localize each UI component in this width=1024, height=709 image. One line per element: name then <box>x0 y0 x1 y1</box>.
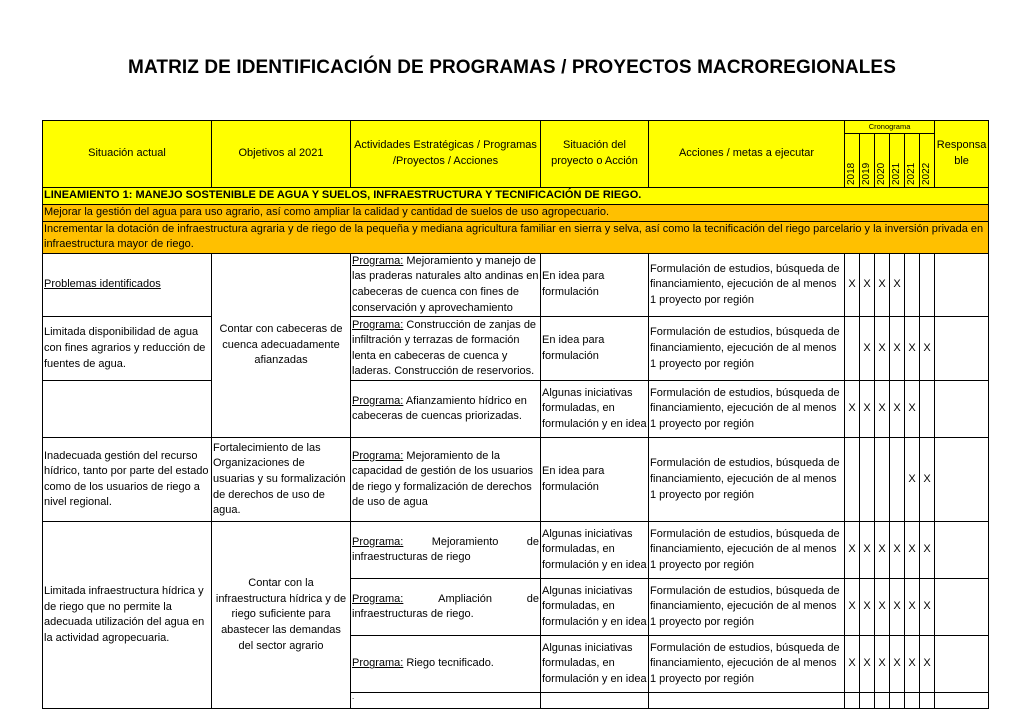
table-row <box>43 438 989 522</box>
objetivo-cell: Fortalecimiento de las Organizaciones de usuarias y su formalización de derechos de uso de agua. <box>212 438 351 522</box>
objetivo-text: Mejorar la gestión del agua para uso agrario, así como ampliar la calidad y cantidad de suelos de uso agropecuario. <box>43 205 989 222</box>
schedule-mark: X <box>905 579 920 636</box>
situacion-cell <box>43 381 212 438</box>
schedule-mark: X <box>875 317 890 381</box>
schedule-mark: X <box>860 381 875 438</box>
schedule-mark: X <box>875 636 890 693</box>
estado-cell: En idea para formulación <box>541 317 649 381</box>
schedule-mark <box>860 438 875 522</box>
header-cronograma: Cronograma <box>845 121 935 134</box>
schedule-mark: X <box>860 317 875 381</box>
schedule-mark: X <box>890 253 905 316</box>
year-label: 2020 <box>876 162 887 185</box>
programa-label: Programa: <box>352 657 404 670</box>
schedule-mark: X <box>845 253 860 316</box>
responsable-cell <box>935 381 989 438</box>
programa-text: infraestructuras de riego <box>352 551 471 564</box>
acciones-cell: Formulación de estudios, búsqueda de financiamiento, ejecución de al menos 1 proyecto por región <box>649 579 845 636</box>
programa-text: Afianzamiento hídrico en cabeceras de cuencas priorizadas. <box>352 394 527 423</box>
schedule-mark: X <box>860 253 875 316</box>
year-label: 2021 <box>891 162 902 185</box>
objetivo-row <box>43 205 989 222</box>
programa-text: Mejoramiento de la capacidad de gestión de los usuarios de riego y formalización de derechos de uso de agua <box>352 449 534 509</box>
schedule-mark <box>905 253 920 316</box>
schedule-mark: X <box>890 381 905 438</box>
schedule-mark: X <box>920 317 935 381</box>
schedule-mark: X <box>905 636 920 693</box>
lineamiento-text: LINEAMIENTO 1: MANEJO SOSTENIBLE DE AGUA Y SUELOS, INFRAESTRUCTURA Y TECNIFICACIÓN DE RIEGO. <box>43 188 989 205</box>
situacion-cell: Limitada disponibilidad de agua con fines agrarios y reducción de fuentes de agua. <box>43 317 212 381</box>
year-cell <box>890 134 905 188</box>
year-label: 2022 <box>921 162 933 185</box>
page-title: MATRIZ DE IDENTIFICACIÓN DE PROGRAMAS / PROYECTOS MACROREGIONALES <box>128 57 896 78</box>
programa-cell <box>351 317 541 381</box>
schedule-mark: X <box>890 636 905 693</box>
year-cell <box>845 134 860 188</box>
lineamiento-row <box>43 188 989 205</box>
programa-label: Programa: <box>352 535 404 548</box>
acciones-cell: Formulación de estudios, búsqueda de financiamiento, ejecución de al menos 1 proyecto por región <box>649 317 845 381</box>
schedule-mark: X <box>920 579 935 636</box>
programa-text: Mejoramiento <box>431 535 499 548</box>
schedule-mark: X <box>875 381 890 438</box>
schedule-mark: X <box>890 317 905 381</box>
header-actividades: Actividades Estratégicas / Programas /Proyectos / Acciones <box>351 121 541 188</box>
situacion-cell: Problemas identificados <box>43 253 212 316</box>
header-row-top <box>43 121 989 134</box>
situacion-cell: Limitada infraestructura hídrica y de riego que no permite la adecuada utilización del agua en la actividad agropecuaria. <box>43 522 212 709</box>
schedule-mark: X <box>905 317 920 381</box>
estado-cell: Algunas iniciativas formuladas, en formulación y en idea <box>541 636 649 693</box>
responsable-cell <box>935 636 989 693</box>
schedule-mark: X <box>920 636 935 693</box>
acciones-cell: Formulación de estudios, búsqueda de financiamiento, ejecución de al menos 1 proyecto por región <box>649 253 845 316</box>
schedule-mark <box>890 693 905 709</box>
schedule-mark <box>875 693 890 709</box>
schedule-mark: X <box>905 522 920 579</box>
programa-label: Programa: <box>352 318 404 331</box>
programa-text: Mejoramiento y manejo de las praderas naturales alto andinas en cabeceras de cuenca con fines de conservación y aprovechamiento <box>352 254 539 314</box>
header-situacion-proyecto: Situación del proyecto o Acción <box>541 121 649 188</box>
programa-text: Ampliación <box>438 592 492 605</box>
year-label: 2021 <box>906 162 917 185</box>
responsable-cell <box>935 579 989 636</box>
schedule-mark: X <box>845 579 860 636</box>
acciones-cell: Formulación de estudios, búsqueda de financiamiento, ejecución de al menos 1 proyecto por región <box>649 438 845 522</box>
table-row <box>43 522 989 579</box>
acciones-cell: Formulación de estudios, búsqueda de financiamiento, ejecución de al menos 1 proyecto por región <box>649 522 845 579</box>
responsable-cell <box>935 253 989 316</box>
estado-cell: En idea para formulación <box>541 438 649 522</box>
header-responsable: Responsa ble <box>935 121 989 188</box>
programa-text: de <box>526 535 539 548</box>
schedule-mark: X <box>875 253 890 316</box>
programa-cell <box>351 253 541 316</box>
objetivo-row <box>43 221 989 253</box>
responsable-cell <box>935 438 989 522</box>
programa-text: infraestructuras de riego. <box>352 608 474 621</box>
schedule-mark <box>920 693 935 709</box>
programa-text: Construcción de zanjas de infiltración y terrazas de formación lenta en cabeceras de cuenca y laderas. Construcción de reservorios. <box>352 318 537 378</box>
programa-cell: . <box>351 693 541 709</box>
schedule-mark: X <box>845 636 860 693</box>
schedule-mark: X <box>890 522 905 579</box>
schedule-mark <box>905 693 920 709</box>
programa-label: Programa: <box>352 254 404 267</box>
programa-label: Programa: <box>352 449 404 462</box>
programa-cell <box>351 381 541 438</box>
objetivo-cell: Contar con cabeceras de cuenca adecuadamente afianzadas <box>212 253 351 437</box>
estado-cell: Algunas iniciativas formuladas, en formulación y en idea <box>541 579 649 636</box>
table-row <box>43 317 989 381</box>
schedule-mark: X <box>860 579 875 636</box>
year-cell <box>920 134 935 188</box>
schedule-mark <box>845 693 860 709</box>
schedule-mark: X <box>905 438 920 522</box>
schedule-mark: X <box>920 438 935 522</box>
schedule-mark: X <box>860 522 875 579</box>
schedule-mark: X <box>890 579 905 636</box>
acciones-cell: Formulación de estudios, búsqueda de financiamiento, ejecución de al menos 1 proyecto por región <box>649 636 845 693</box>
programa-cell <box>351 522 541 579</box>
estado-cell <box>541 693 649 709</box>
table-row <box>43 253 989 316</box>
estado-cell: Algunas iniciativas formuladas, en formulación y en idea <box>541 381 649 438</box>
acciones-cell: Formulación de estudios, búsqueda de financiamiento, ejecución de al menos 1 proyecto por región <box>649 381 845 438</box>
schedule-mark: X <box>845 381 860 438</box>
year-label: 2019 <box>861 162 872 185</box>
schedule-mark: X <box>845 522 860 579</box>
objetivo-text: Incrementar la dotación de infraestructura agraria y de riego de la pequeña y mediana agricultura familiar en sierra y selva, así como la tecnificación del riego parcelario y la inversión privada en infraestructura mayor de riego. <box>43 221 989 253</box>
programa-text: de <box>526 592 539 605</box>
situacion-cell: Inadecuada gestión del recurso hídrico, tanto por parte del estado como de los usuarios de riego a nivel regional. <box>43 438 212 522</box>
programa-cell <box>351 579 541 636</box>
objetivo-cell: Contar con la infraestructura hídrica y de riego suficiente para abastecer las demandas del sector agrario <box>212 522 351 709</box>
header-situacion: Situación actual <box>43 121 212 188</box>
schedule-mark <box>875 438 890 522</box>
schedule-mark: X <box>875 522 890 579</box>
responsable-cell <box>935 693 989 709</box>
header-objetivos: Objetivos al 2021 <box>212 121 351 188</box>
table-row <box>43 381 989 438</box>
programa-text: Riego tecnificado. <box>406 657 494 670</box>
programa-label: Programa: <box>352 394 404 407</box>
programa-cell <box>351 438 541 522</box>
programa-cell <box>351 636 541 693</box>
schedule-mark <box>890 438 905 522</box>
schedule-mark <box>920 381 935 438</box>
estado-cell: En idea para formulación <box>541 253 649 316</box>
year-cell <box>860 134 875 188</box>
estado-cell: Algunas iniciativas formuladas, en formulación y en idea <box>541 522 649 579</box>
year-label: 2018 <box>846 162 857 185</box>
identification-matrix <box>42 120 989 709</box>
year-cell <box>905 134 920 188</box>
programa-label: Programa: <box>352 592 404 605</box>
schedule-mark <box>845 317 860 381</box>
responsable-cell <box>935 522 989 579</box>
schedule-mark <box>860 693 875 709</box>
schedule-mark <box>845 438 860 522</box>
schedule-mark: X <box>905 381 920 438</box>
year-cell <box>875 134 890 188</box>
acciones-cell <box>649 693 845 709</box>
schedule-mark <box>920 253 935 316</box>
schedule-mark: X <box>860 636 875 693</box>
schedule-mark: X <box>920 522 935 579</box>
header-acciones: Acciones / metas a ejecutar <box>649 121 845 188</box>
responsable-cell <box>935 317 989 381</box>
schedule-mark: X <box>875 579 890 636</box>
